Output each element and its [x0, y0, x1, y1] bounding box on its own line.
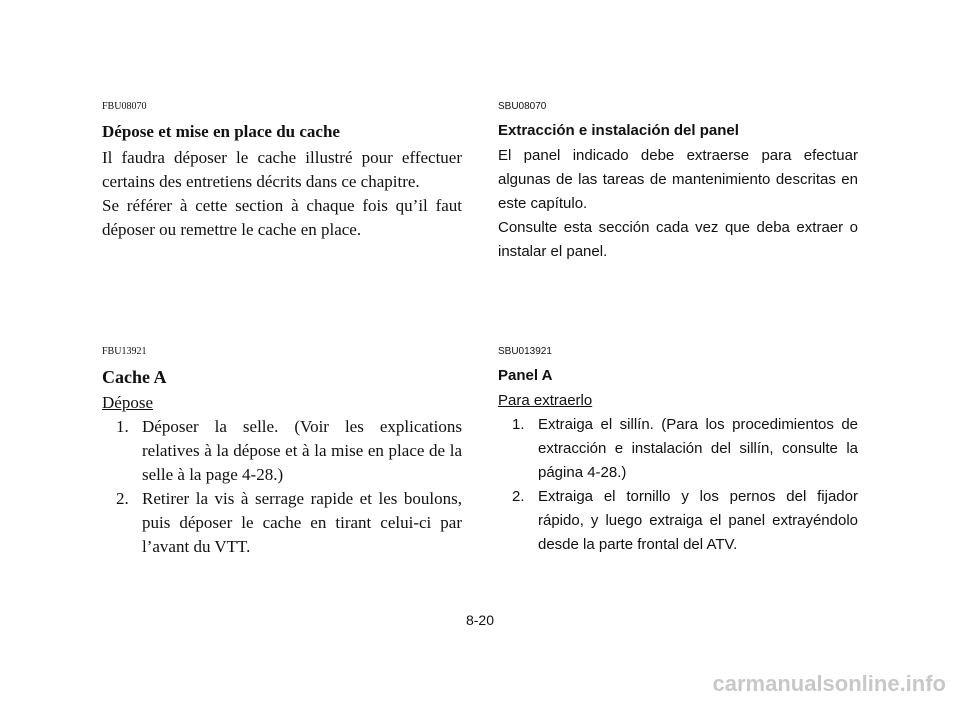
es-step-text: Extraiga el tornillo y los pernos del fijador rápido, y luego extraiga el panel extrayéndolo desde la parte frontal del ATV. — [538, 488, 858, 553]
fr-step — [102, 487, 462, 559]
fr-section-code: FBU13921 — [102, 346, 147, 357]
es-paragraph: El panel indicado debe extraerse para efectuar algunas de las tareas de mantenimiento descritas en este capítulo. — [498, 147, 858, 212]
es-section-title: Extracción e instalación del panel — [498, 122, 739, 139]
es-section-code: SBU013921 — [498, 346, 552, 357]
es-step-number: 1. — [512, 416, 525, 433]
fr-paragraph: Il faudra déposer le cache illustré pour effectuer certains des entretiens décrits dans ce chapitre. — [102, 148, 462, 191]
fr-step-text: Déposer la selle. (Voir les explications relatives à la dépose et à la mise en place de la selle à la page 4-28.) — [142, 417, 462, 484]
es-section-code: SBU08070 — [498, 101, 547, 112]
es-subtitle: Para extraerlo — [498, 392, 593, 409]
es-step-number: 2. — [512, 488, 525, 505]
es-section-panel-a — [498, 345, 858, 557]
watermark: carmanualsonline.info — [712, 671, 946, 696]
es-section-title: Panel A — [498, 367, 553, 384]
fr-section-cache-a — [102, 345, 462, 559]
es-steps-list — [498, 413, 858, 557]
fr-section-title: Cache A — [102, 367, 167, 387]
es-paragraph: Consulte esta sección cada vez que deba extraer o instalar el panel. — [498, 219, 858, 260]
fr-subtitle: Dépose — [102, 393, 153, 412]
es-step — [498, 485, 858, 557]
fr-section-code: FBU08070 — [102, 101, 147, 112]
page-number: 8-20 — [465, 612, 495, 628]
fr-paragraph: Se référer à cette section à chaque fois qu’il faut déposer ou remettre le cache en place. — [102, 196, 462, 239]
es-step — [498, 413, 858, 485]
fr-step-text: Retirer la vis à serrage rapide et les boulons, puis déposer le cache en tirant celui-ci par l’avant du VTT. — [142, 489, 462, 556]
es-step-text: Extraiga el sillín. (Para los procedimientos de extracción e instalación del sillín, consulte la página 4-28.) — [538, 416, 858, 481]
fr-step-number: 1. — [116, 417, 129, 436]
fr-step — [102, 415, 462, 487]
fr-steps-list — [102, 415, 462, 559]
fr-section-title: Dépose et mise en place du cache — [102, 122, 340, 141]
fr-step-number: 2. — [116, 489, 129, 508]
fr-section-cache-removal — [102, 100, 462, 242]
es-section-panel-removal — [498, 100, 858, 264]
